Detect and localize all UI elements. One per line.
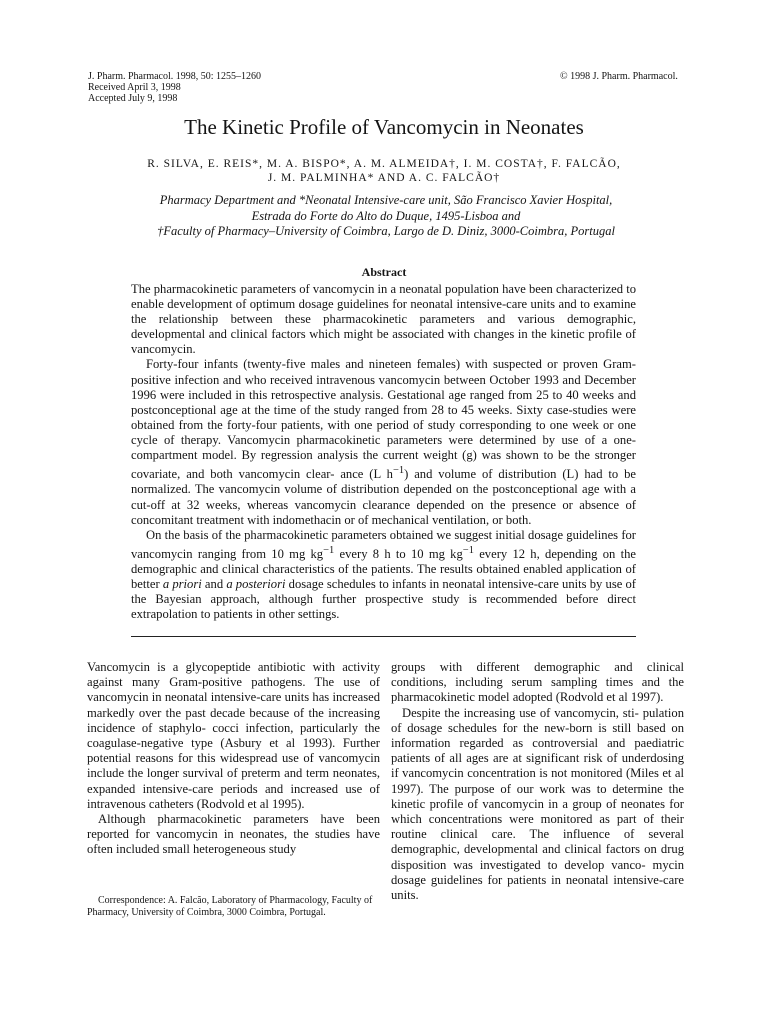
copyright-notice: © 1998 J. Pharm. Pharmacol.: [560, 71, 678, 82]
publication-info: [88, 71, 261, 104]
abstract-heading: Abstract: [361, 265, 407, 279]
superscript: −1: [323, 544, 335, 556]
affiliation-line: Pharmacy Department and *Neonatal Intensive-care unit, São Francisco Xavier Hospital,: [159, 193, 613, 207]
abstract-paragraph: [131, 357, 636, 527]
abstract: [131, 282, 636, 622]
body-paragraph: Despite the increasing use of vancomycin, sti- pulation of dosage schedules for the new-born is still based on information regarded as controversial and paediatric patients of all ages are at significant risk of underdosing if vancomycin concentration is not monitored (Miles et al 1997). The purpose of our work was to determine the kinetic profile of vancomycin in a group of neonates for which concentrations were monitored as part of their routine clinical care. The influence of several demographic, developmental and clinical factors on drug disposition was investigated to develop vanco- mycin dosage guidelines for patients in neonatal intensive-care units.: [391, 705, 684, 903]
paper-title: The Kinetic Profile of Vancomycin in Neonates: [184, 115, 584, 139]
body-paragraph: groups with different demographic and clinical conditions, including serum sampling times and the pharmacokinetic model adopted (Rodvold et al 1997).: [391, 660, 684, 705]
abstract-divider: [131, 636, 636, 637]
correspondence-footnote: Correspondence: A. Falcão, Laboratory of Pharmacology, Faculty of Pharmacy, University of Coimbra, 3000 Coimbra, Portugal.: [87, 895, 373, 918]
author-list: [110, 157, 658, 185]
body-column-left: [87, 660, 380, 858]
body-column-right: [391, 660, 684, 903]
received-date: Received April 3, 1998: [88, 82, 181, 93]
abstract-text: dosage schedules to infants in neonatal intensive-care units by use of the Bayesian approach, although further prospective study is recommended before direct extrapolation to patients in other settings.: [131, 577, 636, 622]
affiliation-line: †Faculty of Pharmacy–University of Coimbra, Largo de D. Diniz, 3000-Coimbra, Portugal: [157, 224, 615, 238]
affiliation-line: Estrada do Forte do Alto do Duque, 1495-Lisboa and: [251, 208, 521, 223]
abstract-text: On the basis of the pharmacokinetic parameters obtained we suggest initial dosage guidelines for vancomycin ranging from 10 mg kg: [131, 527, 636, 561]
superscript: −1: [462, 544, 474, 556]
abstract-text: every 8 h to 10 mg kg: [334, 546, 463, 561]
superscript: −1: [392, 465, 405, 477]
body-paragraph: Vancomycin is a glycopeptide antibiotic with activity against many Gram-positive pathogens. The use of vancomycin in neonatal intensive-care units has increased markedly over the past decade because of the increasing incidence of staphylo- cocci infection, particularly the coagulase-negative type (Asbury et al 1993). Further potential reasons for this widespread use of vancomycin include the longer survival of preterm and term neonates, expanded intensive-care periods and increased use of intravenous catheters (Rodvold et al 1995).: [87, 660, 380, 811]
abstract-text: and: [201, 577, 227, 592]
abstract-text: Forty-four infants (twenty-five males and nineteen females) with suspected or proven Gram-positive infection and who received intravenous vancomycin between October 1993 and December 1996 were included in this retrospective analysis. Gestational age ranged from 25 to 40 weeks and postconceptional age at the time of the study ranged from 28 to 45 weeks. Sixty case-studies were obtained from the forty-four patients, with one period of study corresponding to one week or one cycle of therapy. Vancomycin pharmacokinetic parameters were determined by use of a one-compartment model. By regression analysis the current weight (g) was shown to be the stronger covariate, and both vancomycin clear- ance (L h: [131, 357, 636, 482]
journal-citation: J. Pharm. Pharmacol. 1998, 50: 1255–1260: [88, 71, 262, 82]
affiliations: [96, 193, 676, 240]
abstract-text: every 12 h, depending on the demographic and clinical characteristics of the patients. The results obtained enabled application of better: [131, 546, 636, 592]
italic-term: a posteriori: [226, 577, 286, 592]
abstract-text: ) and volume of distribution (L) had to be normalized. The vancomycin volume of distribution depended on the postconceptional age with a cut-off at 32 weeks, whereas vancomycin clearance depended on the presence or absence of concomitant treatment with indomethacin or of mechanical ventilation, or both.: [131, 467, 637, 527]
italic-term: a priori: [162, 577, 202, 592]
body-paragraph: Although pharmacokinetic parameters have been reported for vancomycin in neonates, the studies have often included small heterogeneous study: [87, 812, 380, 857]
abstract-paragraph: The pharmacokinetic parameters of vancomycin in a neonatal population have been characterized to enable development of optimum dosage guidelines for neonatal intensive-care units and to examine the relationship between these pharmacokinetic parameters and various demographic, developmental and clinical factors which might be associated with changes in the kinetic profile of vancomycin.: [131, 282, 636, 357]
abstract-paragraph: [131, 528, 636, 623]
accepted-date: Accepted July 9, 1998: [88, 93, 178, 104]
author-line: J. M. PALMINHA* AND A. C. FALCÃO†: [267, 172, 501, 184]
author-line: R. SILVA, E. REIS*, M. A. BISPO*, A. M. ALMEIDA†, I. M. COSTA†, F. FALCÃO,: [147, 158, 621, 170]
